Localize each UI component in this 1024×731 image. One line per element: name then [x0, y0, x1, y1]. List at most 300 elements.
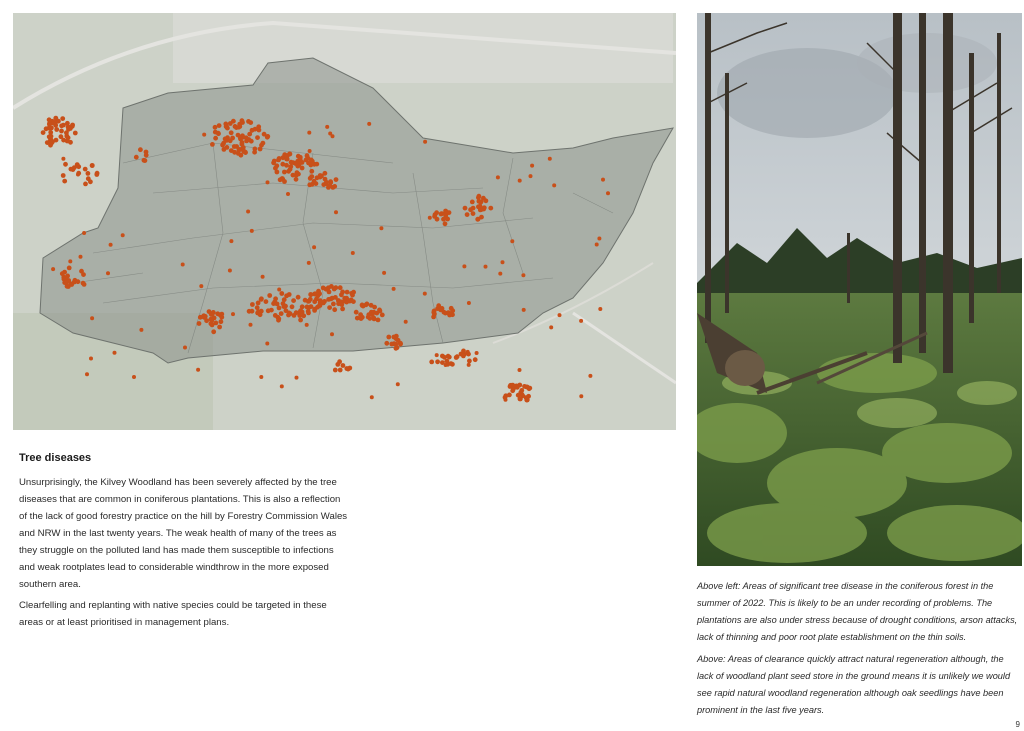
disease-point [85, 372, 89, 376]
disease-point [441, 217, 446, 222]
disease-point [435, 353, 439, 357]
disease-point [606, 191, 610, 195]
disease-point [378, 309, 383, 314]
disease-point [247, 309, 252, 314]
disease-point [217, 123, 222, 128]
disease-point [60, 116, 65, 121]
disease-point [473, 357, 478, 362]
disease-point [371, 316, 376, 321]
disease-point [524, 398, 529, 403]
disease-point [521, 273, 525, 277]
disease-point [476, 204, 481, 209]
disease-point [63, 162, 68, 167]
disease-point [318, 298, 323, 303]
disease-point [203, 314, 208, 319]
disease-point [307, 131, 311, 135]
disease-point [384, 341, 389, 346]
disease-point [59, 129, 64, 134]
disease-point [312, 179, 317, 184]
disease-point [351, 251, 355, 255]
disease-point [255, 135, 260, 140]
disease-point [273, 296, 278, 301]
disease-point [346, 298, 351, 303]
disease-point [181, 263, 185, 267]
disease-point [83, 182, 88, 187]
disease-point [94, 172, 99, 177]
disease-point [501, 260, 505, 264]
disease-point [264, 299, 269, 304]
disease-point [306, 305, 311, 310]
disease-point [475, 217, 480, 222]
disease-point [334, 177, 339, 182]
disease-point [204, 318, 209, 323]
disease-point [287, 311, 291, 315]
disease-point [288, 164, 293, 169]
disease-point [297, 313, 302, 318]
disease-point [67, 266, 72, 271]
disease-point [496, 175, 500, 179]
disease-point [240, 120, 245, 125]
disease-point [196, 368, 200, 372]
disease-point [65, 121, 70, 126]
disease-point [211, 329, 216, 334]
disease-point [298, 161, 303, 166]
disease-point [338, 368, 343, 373]
disease-point [376, 318, 381, 323]
disease-point [280, 384, 284, 388]
disease-point [558, 313, 562, 317]
disease-point [272, 159, 277, 164]
disease-point [518, 368, 522, 372]
disease-point [66, 135, 71, 140]
disease-point [455, 354, 460, 359]
disease-point [338, 285, 343, 290]
disease-point [332, 307, 337, 312]
disease-point [261, 275, 265, 279]
disease-point [121, 233, 125, 237]
disease-point [342, 296, 347, 301]
disease-point [209, 321, 214, 326]
disease-point [423, 140, 427, 144]
disease-point [64, 130, 69, 135]
disease-point [462, 264, 466, 268]
disease-point [232, 144, 237, 149]
disease-point [61, 173, 66, 178]
caption-above-left: Above left: Areas of significant tree disease in the coniferous forest in the summer of 2022. This is likely to be an under recording of problems. The plantations are also under stress because of drought conditions, arson attacks, lack of thinning and poor root plate establishment on the thin soils. [697, 581, 1018, 642]
disease-point [331, 134, 335, 138]
disease-point [518, 397, 523, 402]
disease-point [305, 156, 310, 161]
disease-point [324, 181, 329, 186]
disease-point [76, 279, 81, 284]
disease-point [62, 179, 67, 184]
disease-point [510, 239, 514, 243]
page-number: 9 [1015, 720, 1020, 729]
disease-point [484, 265, 488, 269]
section-heading: Tree diseases [19, 452, 92, 464]
disease-point [305, 323, 309, 327]
disease-point [312, 245, 316, 249]
disease-point [449, 361, 454, 366]
disease-point [72, 165, 77, 170]
disease-point [291, 173, 296, 178]
disease-point [279, 291, 284, 296]
disease-point [53, 116, 58, 121]
disease-point [183, 346, 187, 350]
disease-point [295, 376, 299, 380]
disease-point [259, 143, 264, 148]
disease-point [250, 302, 255, 307]
disease-point [83, 167, 88, 172]
disease-point [246, 210, 250, 214]
disease-point [277, 288, 281, 292]
disease-point [309, 169, 314, 174]
disease-point [53, 123, 58, 128]
disease-point [276, 318, 281, 323]
disease-point [228, 269, 232, 273]
disease-point [266, 180, 270, 184]
disease-point [231, 119, 236, 124]
section-body [19, 474, 349, 635]
disease-point [354, 310, 359, 315]
disease-point [274, 163, 279, 168]
disease-point [345, 290, 350, 295]
disease-point [250, 229, 254, 233]
disease-point [213, 136, 218, 141]
disease-point [134, 155, 139, 160]
disease-point [229, 130, 234, 135]
disease-point [290, 304, 295, 309]
disease-point [256, 309, 261, 314]
disease-point [341, 363, 346, 368]
disease-point [232, 150, 237, 155]
disease-point [463, 206, 468, 211]
disease-point [213, 125, 218, 130]
disease-point [308, 292, 313, 297]
disease-point [442, 310, 447, 315]
disease-point [466, 350, 470, 354]
disease-point [459, 352, 464, 357]
disease-point [597, 237, 601, 241]
disease-point [47, 126, 52, 131]
disease-point [335, 362, 340, 367]
disease-point [432, 214, 437, 219]
disease-point [308, 149, 312, 153]
disease-point [86, 176, 91, 181]
disease-point [69, 282, 74, 287]
disease-point [595, 243, 599, 247]
disease-point [404, 320, 408, 324]
disease-point [296, 295, 301, 300]
disease-point [239, 153, 244, 158]
disease-point [73, 131, 78, 136]
disease-point [332, 184, 337, 189]
disease-point [322, 299, 327, 304]
disease-point [392, 287, 396, 291]
disease-point [327, 290, 332, 295]
disease-point [210, 142, 215, 147]
disease-point [285, 157, 290, 162]
disease-point [90, 163, 95, 168]
disease-point [440, 354, 445, 359]
disease-point [393, 342, 398, 347]
disease-point [267, 293, 272, 298]
disease-point [333, 295, 338, 300]
disease-point [229, 239, 233, 243]
disease-point [323, 177, 328, 182]
disease-point [467, 301, 471, 305]
disease-point [199, 284, 203, 288]
disease-point [323, 171, 328, 176]
disease-point [435, 359, 440, 364]
disease-point [238, 136, 243, 141]
disease-point [332, 287, 337, 292]
disease-point [481, 196, 486, 201]
disease-point [431, 310, 436, 315]
disease-point [298, 318, 303, 323]
disease-point [467, 363, 471, 367]
disease-point [231, 312, 235, 316]
disease-point [224, 124, 229, 129]
caption-above: Above: Areas of clearance quickly attract natural regeneration although, the lack of woodland plant seed store in the ground means it is unlikely we would see rapid natural woodland regeneration although oak seedlings have been prominent in the last five years. [697, 654, 1011, 715]
disease-point [339, 292, 344, 297]
disease-point [448, 312, 453, 317]
disease-point [329, 181, 333, 185]
disease-point [398, 342, 403, 347]
disease-point [277, 306, 282, 311]
disease-point [429, 360, 434, 365]
figure-captions [697, 578, 1019, 724]
disease-point [240, 140, 245, 145]
body-paragraph: Clearfelling and replanting with native species could be targeted in these areas or at least prioritised in management plans. [19, 600, 327, 628]
disease-point [68, 259, 72, 263]
disease-point [382, 271, 386, 275]
disease-point [293, 161, 298, 166]
disease-point [207, 309, 212, 314]
disease-point [368, 317, 372, 321]
disease-point [54, 127, 59, 132]
disease-point [282, 170, 287, 175]
disease-point [144, 150, 149, 155]
body-paragraph: Unsurprisingly, the Kilvey Woodland has been severely affected by the tree diseases that are common in coniferous plantations. This is also a reflection of the lack of good forestry practice on the hill by Forestry Commission Wales and NRW in the last twenty years. The weak health of many of the trees as they struggle on the polluted land has made them susceptible to infections and weak rootplates lead to considerable windthrow in the more exposed southern area. [19, 477, 348, 590]
disease-point [65, 274, 70, 279]
disease-point [219, 319, 224, 324]
disease-point [295, 170, 300, 175]
disease-point [518, 179, 522, 183]
disease-point [60, 271, 65, 276]
disease-point [289, 160, 294, 165]
disease-point [351, 299, 356, 304]
disease-point [360, 303, 365, 308]
disease-point [202, 133, 206, 137]
disease-point [529, 174, 533, 178]
disease-point [598, 307, 602, 311]
disease-point [431, 315, 436, 320]
forest-photo-image [697, 13, 1022, 566]
disease-point [298, 308, 303, 313]
disease-point [50, 139, 55, 144]
disease-point [359, 316, 364, 321]
disease-point [327, 305, 332, 310]
disease-point [47, 117, 52, 122]
disease-point [379, 226, 383, 230]
disease-point [396, 382, 400, 386]
disease-point [325, 125, 329, 129]
disease-point [280, 177, 285, 182]
disease-point [61, 157, 65, 161]
disease-point [303, 298, 308, 303]
disease-point [259, 375, 263, 379]
disease-point [370, 395, 374, 399]
disease-point [436, 305, 441, 310]
disease-point [475, 351, 479, 355]
disease-point [601, 178, 605, 182]
disease-point [339, 302, 344, 307]
disease-point [549, 325, 553, 329]
disease-point [447, 355, 452, 360]
disease-point [216, 131, 221, 136]
disease-point [142, 158, 147, 163]
disease-point [109, 243, 113, 247]
disease-point [257, 128, 262, 133]
disease-point [508, 384, 513, 389]
disease-point [244, 135, 249, 140]
disease-point [221, 141, 226, 146]
disease-point [41, 130, 46, 135]
disease-point [530, 164, 534, 168]
disease-point [265, 342, 269, 346]
disease-point [286, 192, 290, 196]
disease-point [89, 357, 93, 361]
disease-point [225, 145, 230, 150]
disease-point [372, 305, 377, 310]
disease-point [246, 119, 251, 124]
disease-point [269, 308, 274, 313]
disease-point [479, 201, 483, 205]
disease-point [284, 293, 289, 298]
disease-point [275, 170, 280, 175]
disease-point [579, 319, 583, 323]
disease-point [276, 158, 281, 163]
disease-point [520, 392, 525, 397]
disease-point [514, 384, 519, 389]
disease-point [333, 368, 338, 373]
disease-point [59, 134, 64, 139]
disease-point [291, 298, 296, 303]
disease-point [423, 292, 427, 296]
disease-point [51, 267, 55, 271]
disease-point [217, 325, 222, 330]
disease-point [394, 346, 399, 351]
disease-point [219, 313, 224, 318]
disease-point [294, 177, 299, 182]
disease-point [366, 312, 371, 317]
disease-map-figure [13, 13, 676, 430]
disease-point [470, 200, 475, 205]
disease-point [79, 255, 83, 259]
disease-point [330, 332, 334, 336]
disease-point [498, 272, 502, 276]
disease-point [351, 290, 356, 295]
disease-point [197, 321, 202, 326]
disease-point [524, 385, 529, 390]
disease-point [139, 328, 143, 332]
disease-point [79, 269, 84, 274]
disease-point [340, 307, 345, 312]
disease-point [76, 173, 80, 177]
disease-point [138, 147, 143, 152]
disease-point [510, 388, 515, 393]
disease-point [284, 163, 289, 168]
disease-point [300, 166, 305, 171]
disease-point [504, 398, 508, 402]
disease-point [316, 289, 321, 294]
disease-point [237, 148, 242, 153]
disease-point [106, 271, 110, 275]
disease-point [552, 183, 556, 187]
disease-point [481, 207, 486, 212]
disease-point [283, 304, 288, 309]
disease-point [306, 161, 311, 166]
disease-point [465, 212, 470, 217]
disease-point [247, 132, 252, 137]
disease-point [468, 207, 473, 212]
disease-point [346, 367, 351, 372]
disease-point [548, 157, 552, 161]
disease-point [113, 351, 117, 355]
disease-point [279, 311, 284, 316]
disease-point [252, 150, 257, 155]
disease-point [82, 282, 87, 287]
forest-photo-figure [697, 13, 1022, 566]
disease-point [443, 221, 448, 226]
disease-point [249, 139, 254, 144]
disease-point [86, 171, 91, 176]
disease-map-image [13, 13, 676, 430]
disease-point [249, 323, 253, 327]
disease-point [445, 217, 450, 222]
disease-point [444, 363, 448, 367]
disease-point [326, 297, 331, 302]
disease-point [331, 302, 336, 307]
disease-point [48, 130, 53, 135]
disease-point [588, 374, 592, 378]
disease-point [367, 122, 371, 126]
disease-point [447, 210, 452, 215]
disease-point [132, 375, 136, 379]
disease-point [522, 308, 526, 312]
disease-point [90, 316, 94, 320]
disease-point [64, 278, 69, 283]
disease-point [386, 335, 391, 340]
disease-point [228, 138, 233, 143]
disease-point [365, 302, 370, 307]
disease-point [334, 210, 338, 214]
disease-point [307, 261, 311, 265]
disease-point [428, 216, 432, 220]
disease-point [477, 194, 482, 199]
disease-point [309, 174, 314, 179]
disease-point [488, 206, 493, 211]
disease-point [307, 182, 312, 187]
disease-point [262, 132, 267, 137]
disease-point [579, 394, 583, 398]
disease-point [82, 231, 86, 235]
disease-point [259, 297, 264, 302]
disease-point [287, 152, 292, 157]
disease-point [467, 359, 472, 364]
disease-point [306, 311, 311, 316]
